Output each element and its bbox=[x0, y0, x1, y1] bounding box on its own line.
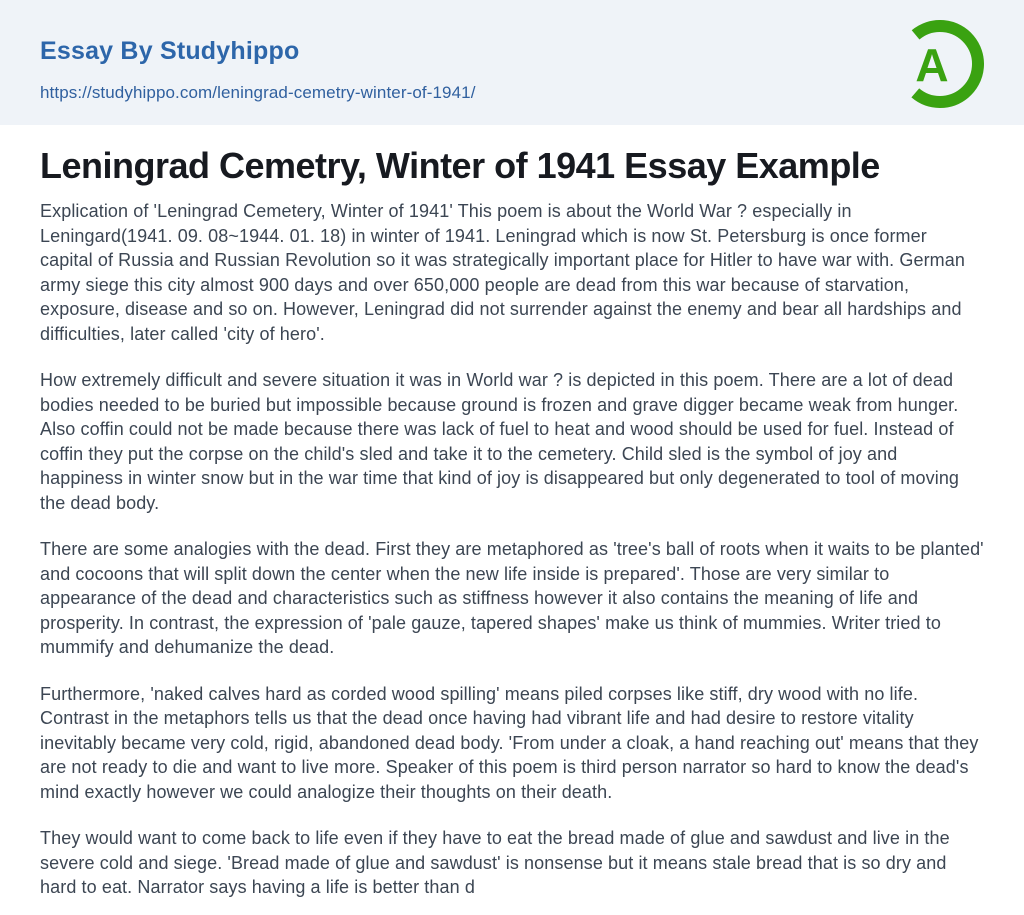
studyhippo-logo bbox=[896, 20, 984, 108]
article-title: Leningrad Cemetry, Winter of 1941 Essay Example bbox=[40, 145, 880, 186]
article-paragraph-1: Explication of 'Leningrad Cemetery, Winter of 1941' This poem is about the World War ? especially in Leningard(1941. 09. 08~1944. 01. 18) in winter of 1941. Leningrad which is now St. Petersburg is once former capital of Russia and Russian Revolution so it was strategically important place for Hitler to have war with. German army siege this city almost 900 days and over 650,000 people are dead from this war because of starvation, exposure, disease and so on. However, Leningrad did not surrender against the enemy and bear all hardships and difficulties, later called 'city of hero'. bbox=[40, 201, 966, 344]
article-paragraph-4: Furthermore, 'naked calves hard as corded wood spilling' means piled corpses like stiff, dry wood with no life. Contrast in the metaphors tells us that the dead once having had vibrant life and had desire to restore vitality inevitably became very cold, rigid, abandoned dead body. 'From under a cloak, a hand reaching out' means that they are not ready to die and want to live more. Speaker of this poem is third person narrator so hard to know the dead's mind exactly however we could analogize their thoughts on their death. bbox=[40, 683, 979, 802]
logo-letter: A bbox=[915, 38, 949, 91]
article-paragraph-5: They would want to come back to life even if they have to eat the bread made of glue and sawdust and live in the severe cold and siege. 'Bread made of glue and sawdust' is nonsense but it means stale bread that is so dry and hard to eat. Narrator says having a life is better than d bbox=[40, 828, 950, 898]
page-header bbox=[0, 0, 1024, 125]
site-title: Essay By Studyhippo bbox=[40, 36, 300, 65]
article-paragraph-2: How extremely difficult and severe situation it was in World war ? is depicted in this poem. There are a lot of dead bodies needed to be buried but impossible because ground is frozen and grave digger became weak from hunger. Also coffin could not be made because there was lack of fuel to heat and wood should be used for fuel. Instead of coffin they put the corpse on the child's sled and take it to the cemetery. Child sled is the symbol of joy and happiness in winter snow but in the war time that kind of joy is disappeared but only degenerated to tool of moving the dead body. bbox=[40, 370, 960, 513]
article-content bbox=[0, 125, 1024, 900]
article-paragraph-3: There are some analogies with the dead. First they are metaphored as 'tree's ball of roots when it waits to be planted' and cocoons that will split down the center when the new life inside is prepared'. Those are very similar to appearance of the dead and characteristics such as stiffness however it also contains the meaning of life and prosperity. In contrast, the expression of 'pale gauze, tapered shapes' make us think of mummies. Writer tried to mummify and dehumanize the dead. bbox=[40, 539, 984, 658]
header-text-block bbox=[40, 23, 476, 103]
logo-arc-icon bbox=[896, 20, 984, 108]
page-url-link[interactable]: https://studyhippo.com/leningrad-cemetry-winter-of-1941/ bbox=[40, 82, 476, 102]
